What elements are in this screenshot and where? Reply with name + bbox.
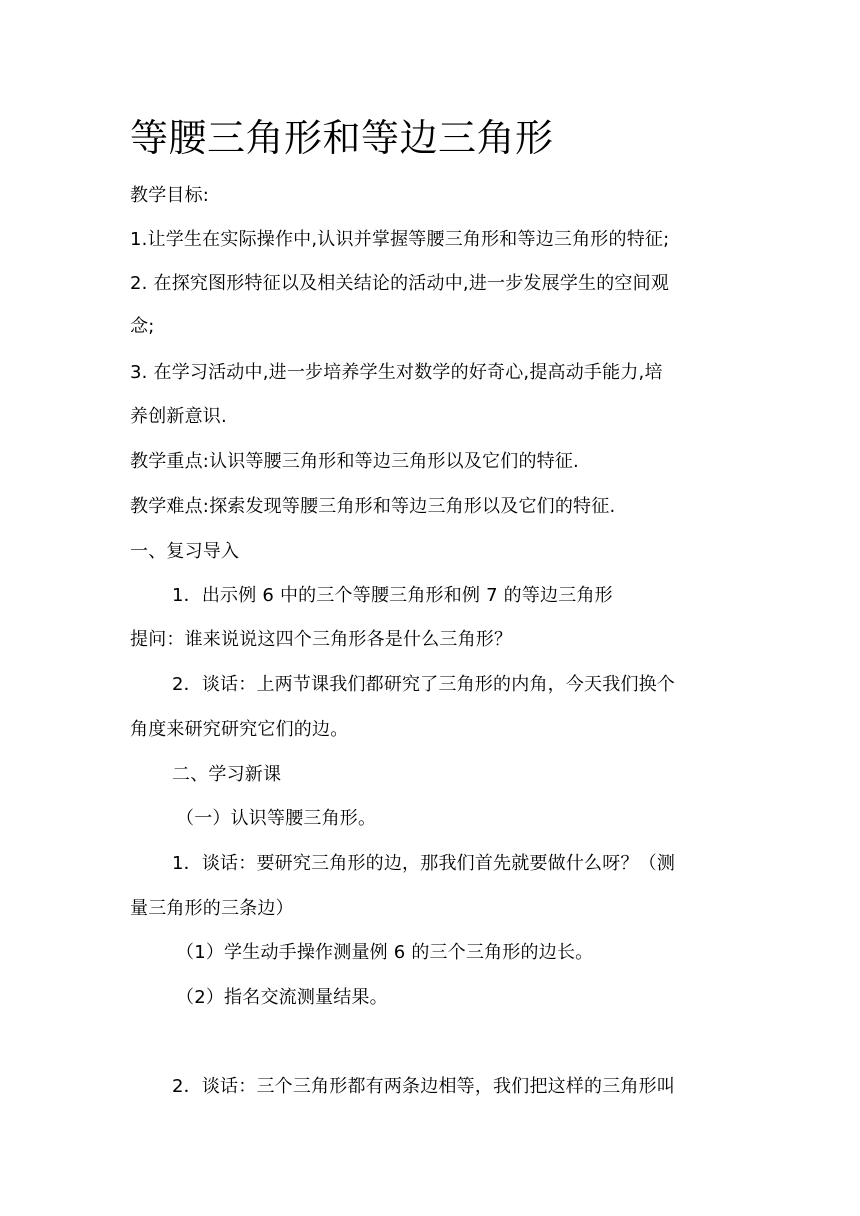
subsection-isosceles-heading: （一）认识等腰三角形。 [176, 808, 377, 829]
objective-3-continued: 养创新意识. [130, 406, 227, 427]
review-step-2-continued: 角度来研究研究它们的边。 [130, 719, 349, 740]
lesson-step-1: 1．谈话：要研究三角形的边，那我们首先就要做什么呀？（测 [172, 853, 676, 874]
section-review-heading: 一、复习导入 [130, 541, 240, 562]
lesson-substep-1: （1）学生动手操作测量例 6 的三个三角形的边长。 [176, 942, 594, 963]
lesson-substep-2: （2）指名交流测量结果。 [176, 987, 388, 1008]
objectives-heading: 教学目标: [130, 185, 210, 206]
document-title: 等腰三角形和等边三角形 [130, 116, 554, 160]
objective-3: 3. 在学习活动中,进一步培养学生对数学的好奇心,提高动手能力,培 [130, 362, 663, 383]
objective-2: 2. 在探究图形特征以及相关结论的活动中,进一步发展学生的空间观 [130, 273, 670, 294]
lesson-step-1-continued: 量三角形的三条边） [130, 898, 294, 919]
section-new-lesson-heading: 二、学习新课 [172, 764, 282, 785]
objective-1: 1.让学生在实际操作中,认识并掌握等腰三角形和等边三角形的特征; [130, 229, 670, 250]
review-question: 提问：谁来说说这四个三角形各是什么三角形？ [130, 629, 513, 650]
review-step-2: 2．谈话：上两节课我们都研究了三角形的内角，今天我们换个 [172, 674, 676, 695]
teaching-focus: 教学重点:认识等腰三角形和等边三角形以及它们的特征. [130, 451, 579, 472]
lesson-step-2: 2．谈话：三个三角形都有两条边相等，我们把这样的三角形叫 [172, 1076, 676, 1097]
objective-2-continued: 念; [130, 316, 155, 337]
review-step-1: 1．出示例 6 中的三个等腰三角形和例 7 的等边三角形 [172, 585, 613, 606]
teaching-difficulty: 教学难点:探索发现等腰三角形和等边三角形以及它们的特征. [130, 496, 616, 517]
